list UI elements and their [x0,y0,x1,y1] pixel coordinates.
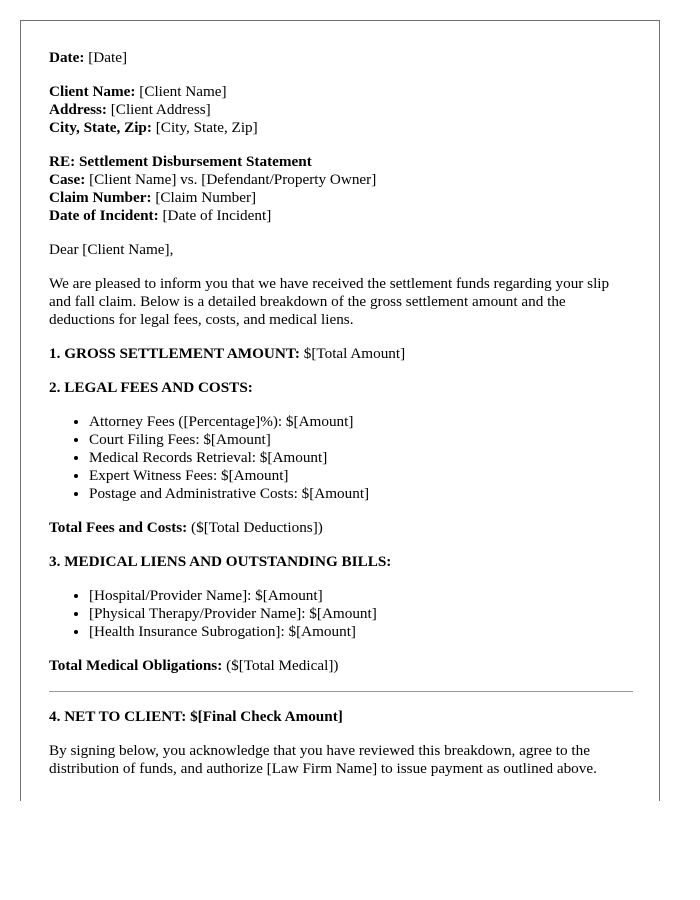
city-line [49,119,634,137]
intro-paragraph: We are pleased to inform you that we have received the settlement funds regarding your slip and fall claim. Below is a detailed breakdown of the gross settlement amount and the deductions for legal fees, costs, and medical liens. [49,275,610,328]
date-line [49,49,634,67]
client-name-label: Client Name: [49,83,136,100]
gross-settlement-label: 1. GROSS SETTLEMENT AMOUNT: [49,345,300,362]
list-item: • [Hospital/Provider Name]: $[Amount] [89,587,634,605]
incident-value: [Date of Incident] [162,207,272,224]
client-address-block [49,83,634,137]
date-label: Date: [49,49,85,66]
medical-liens-list [49,587,634,641]
total-fees-label: Total Fees and Costs: [49,519,188,536]
address-value: [Client Address] [110,101,211,118]
case-label: Case: [49,171,86,188]
date-block [49,49,634,67]
net-to-client-heading: 4. NET TO CLIENT: $[Final Check Amount] [49,708,343,725]
reference-block [49,153,634,225]
list-item: • Postage and Administrative Costs: $[Amount] [89,485,634,503]
legal-fees-heading: 2. LEGAL FEES AND COSTS: [49,379,253,396]
total-medical-label: Total Medical Obligations: [49,657,223,674]
date-value: [Date] [88,49,128,66]
list-item: • Medical Records Retrieval: $[Amount] [89,449,634,467]
letter-body [49,49,634,778]
document-page [20,20,660,801]
list-item: • [Physical Therapy/Provider Name]: $[Amount] [89,605,634,623]
gross-settlement-value: $[Total Amount] [303,345,406,362]
total-medical-line [49,657,634,675]
client-name-line [49,83,634,101]
total-fees-line [49,519,634,537]
closing-paragraph: By signing below, you acknowledge that you have reviewed this breakdown, agree to the distribution of funds, and authorize [Law Firm Name] to issue payment as outlined above. [49,742,597,777]
address-line [49,101,634,119]
case-line [49,171,634,189]
address-label: Address: [49,101,107,118]
list-item: • Expert Witness Fees: $[Amount] [89,467,634,485]
client-name-value: [Client Name] [139,83,227,100]
subject-line: RE: Settlement Disbursement Statement [49,153,312,170]
incident-line [49,207,634,225]
list-item: • Attorney Fees ([Percentage]%): $[Amount] [89,413,634,431]
claim-label: Claim Number: [49,189,152,206]
gross-settlement-heading [49,345,634,363]
case-value: [Client Name] vs. [Defendant/Property Owner] [89,171,377,188]
legal-fees-list [49,413,634,503]
city-label: City, State, Zip: [49,119,152,136]
salutation: Dear [Client Name], [49,241,174,258]
claim-line [49,189,634,207]
city-value: [City, State, Zip] [155,119,258,136]
incident-label: Date of Incident: [49,207,159,224]
section-divider [49,691,633,692]
list-item: • [Health Insurance Subrogation]: $[Amount] [89,623,634,641]
total-medical-value: ($[Total Medical]) [226,657,339,674]
claim-value: [Claim Number] [155,189,257,206]
total-fees-value: ($[Total Deductions]) [191,519,323,536]
medical-liens-heading: 3. MEDICAL LIENS AND OUTSTANDING BILLS: [49,553,392,570]
list-item: • Court Filing Fees: $[Amount] [89,431,634,449]
